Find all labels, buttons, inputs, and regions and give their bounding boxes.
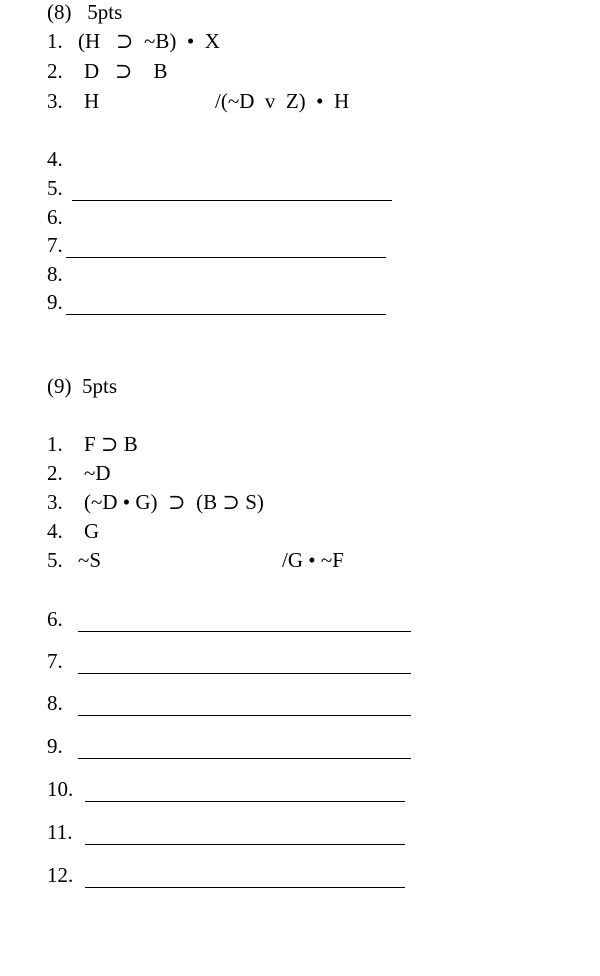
p9-step-6-answer-line[interactable] bbox=[78, 631, 411, 632]
p9-step-12-answer-line[interactable] bbox=[85, 887, 405, 888]
p8-premise-1-number: 1. bbox=[47, 29, 63, 53]
p9-premise-5-number: 5. bbox=[47, 548, 63, 572]
p9-premise-3-formula: (~D • G) ⊃ (B ⊃ S) bbox=[84, 490, 264, 514]
p9-step-7-answer-line[interactable] bbox=[78, 673, 411, 674]
p8-premise-3-number: 3. bbox=[47, 89, 63, 113]
p8-step-9-answer-line[interactable] bbox=[66, 314, 386, 315]
p8-step-7-answer-line[interactable] bbox=[66, 257, 386, 258]
p9-step-9-answer-line[interactable] bbox=[78, 758, 411, 759]
p8-premise-2-formula: D ⊃ B bbox=[84, 59, 168, 83]
p9-step-10-number: 10. bbox=[47, 777, 74, 801]
p9-conclusion: /G • ~F bbox=[282, 548, 344, 572]
p9-step-10-answer-line[interactable] bbox=[85, 801, 405, 802]
p8-conclusion: /(~D v Z) • H bbox=[215, 89, 350, 113]
p9-step-7-number: 7. bbox=[47, 649, 63, 673]
p8-premise-3-formula: H bbox=[84, 89, 100, 113]
p8-step-9-number: 9. bbox=[47, 290, 63, 314]
p9-premise-1-number: 1. bbox=[47, 432, 63, 456]
p9-step-9-number: 9. bbox=[47, 734, 63, 758]
p9-step-11-answer-line[interactable] bbox=[85, 844, 405, 845]
p9-premise-2-number: 2. bbox=[47, 461, 63, 485]
p8-step-5-answer-line[interactable] bbox=[72, 200, 392, 201]
p9-premise-4-formula: G bbox=[84, 519, 100, 543]
p9-premise-5-formula: ~S bbox=[78, 548, 102, 572]
p9-step-11-number: 11. bbox=[47, 820, 73, 844]
p9-premise-4-number: 4. bbox=[47, 519, 63, 543]
p9-step-8-answer-line[interactable] bbox=[78, 715, 411, 716]
p9-premise-1-formula: F ⊃ B bbox=[84, 432, 138, 456]
p9-step-12-number: 12. bbox=[47, 863, 74, 887]
p8-premise-1-formula: (H ⊃ ~B) • X bbox=[78, 29, 220, 53]
p9-step-6-number: 6. bbox=[47, 607, 63, 631]
p8-premise-2-number: 2. bbox=[47, 59, 63, 83]
p8-step-5-number: 5. bbox=[47, 176, 63, 200]
p9-step-8-number: 8. bbox=[47, 691, 63, 715]
p8-step-8-number: 8. bbox=[47, 262, 63, 286]
p8-step-6-number: 6. bbox=[47, 205, 63, 229]
p9-premise-2-formula: ~D bbox=[84, 461, 111, 485]
p8-step-4-number: 4. bbox=[47, 147, 63, 171]
problem-8-header: (8) 5pts bbox=[47, 0, 123, 24]
p8-step-7-number: 7. bbox=[47, 233, 63, 257]
problem-9-header: (9) 5pts bbox=[47, 374, 117, 398]
p9-premise-3-number: 3. bbox=[47, 490, 63, 514]
